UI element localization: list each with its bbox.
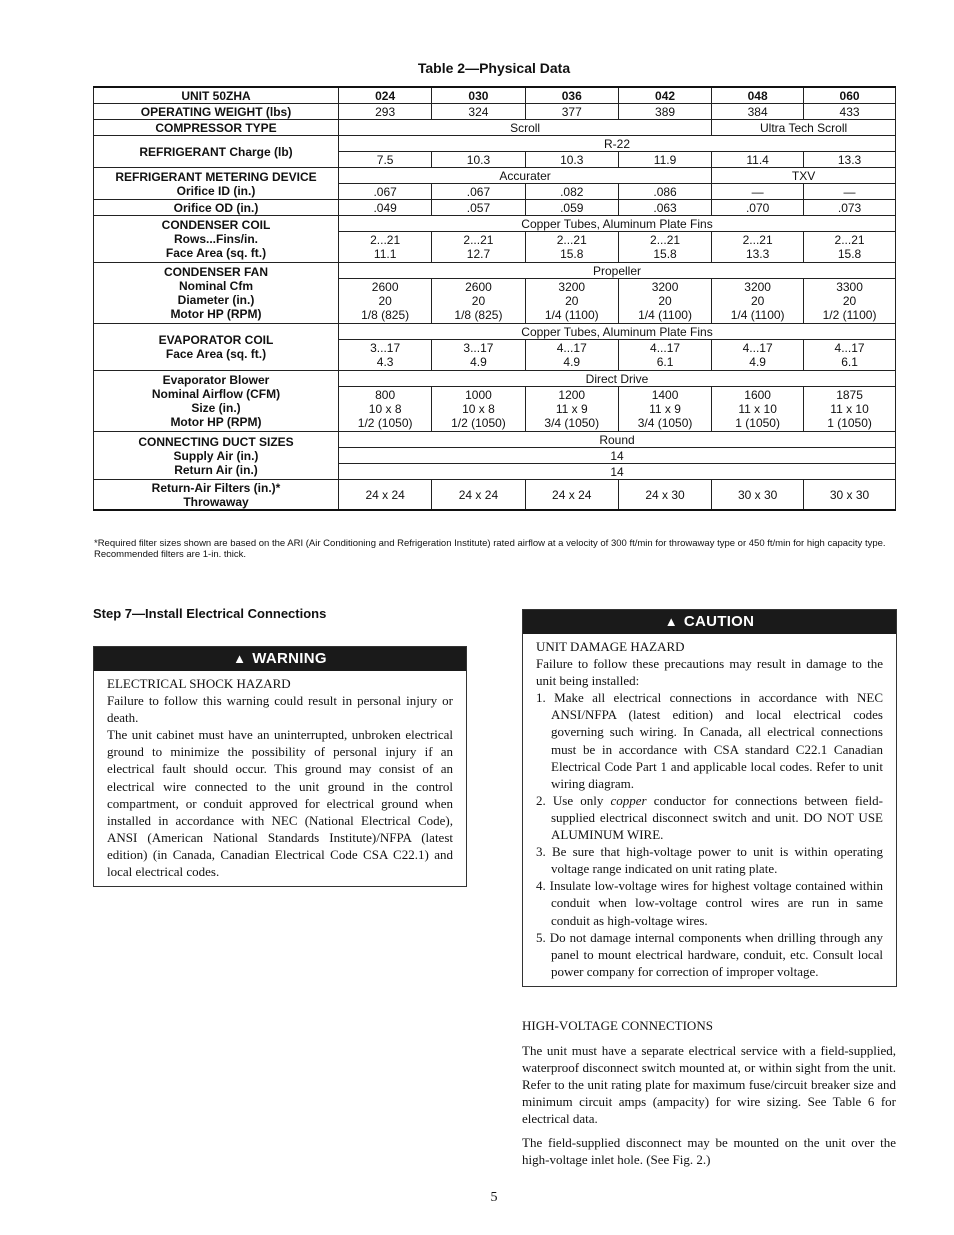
warning-body — [94, 671, 466, 886]
table-cell: 7.5 — [339, 152, 432, 168]
high-voltage-paragraph: The unit must have a separate electrical service with a field-supplied, waterproof disconnect switch mounted at, or within sight from the unit. Refer to the unit rating plate for maximum fuse/circuit breaker size and minimum circuit amps (ampacity) for wire sizing. See Table 6 for electrical data. — [522, 1043, 896, 1127]
step-heading: Step 7—Install Electrical Connections — [93, 606, 327, 621]
table-cell: 10.3 — [432, 152, 525, 168]
table-cell: Direct Drive — [339, 371, 896, 387]
warning-title: WARNING — [252, 650, 327, 667]
table-cell: Scroll — [339, 120, 712, 136]
table-cell: — — [712, 184, 804, 200]
table-cell: 30 x 30 — [804, 480, 896, 511]
table-cell: 14 — [339, 464, 896, 480]
table-row-duct-type — [94, 432, 896, 448]
caution-item: 1. Make all electrical connections in accordance with NEC ANSI/NFPA (latest edition) and local electrical codes governing such wiring. In Canada, all electrical connections must be in accordance with CSA standard C22.1 Canadian Electrical Code Part 1 and applicable local codes. Refer to unit wiring diagram. — [536, 690, 883, 791]
table-cell: 384 — [712, 104, 804, 120]
table-cell: 1400 11 x 9 3/4 (1050) — [618, 387, 711, 432]
table-cell: TXV — [712, 168, 896, 184]
row-label: CONDENSER COIL Rows...Fins/in. Face Area (sq. ft.) — [94, 216, 339, 263]
table-cell: 2...21 13.3 — [712, 232, 804, 263]
caution-item-text: conductor for connections between field-supplied electrical disconnect switch and unit. DO NOT USE ALUMINUM WIRE. — [551, 792, 883, 843]
physical-data-table — [93, 86, 896, 511]
table-cell: .086 — [618, 184, 711, 200]
table-cell: R-22 — [339, 136, 896, 152]
table-footnote: *Required filter sizes shown are based on the ARI (Air Conditioning and Refrigeration Institute) rated airflow at a velocity of 300 ft/min for throwaway type or 450 ft/min for high capacity type. Recommended filters are 1-in. thick. — [94, 538, 886, 560]
table-cell: .067 — [432, 184, 525, 200]
table-cell: 1000 10 x 8 1/2 (1050) — [432, 387, 525, 432]
table-cell: .063 — [618, 200, 711, 216]
table-row-weight — [94, 104, 896, 120]
table-cell: .073 — [804, 200, 896, 216]
table-cell: 11.9 — [618, 152, 711, 168]
table-row-filters — [94, 480, 896, 511]
table-cell: 1600 11 x 10 1 (1050) — [712, 387, 804, 432]
table-cell: 14 — [339, 448, 896, 464]
caution-intro: Failure to follow these precautions may result in damage to the unit being installed: — [536, 656, 883, 689]
table-cell: Copper Tubes, Aluminum Plate Fins — [339, 216, 896, 232]
header-036: 036 — [525, 87, 618, 104]
row-label: REFRIGERANT METERING DEVICE Orifice ID (in.) — [94, 168, 339, 200]
caution-box — [522, 609, 897, 987]
table-cell: Copper Tubes, Aluminum Plate Fins — [339, 324, 896, 340]
table-cell: .082 — [525, 184, 618, 200]
table-cell: 1200 11 x 9 3/4 (1050) — [525, 387, 618, 432]
table-header-row — [94, 87, 896, 104]
table-cell: 3...17 4.9 — [432, 340, 525, 371]
caution-triangle-icon: ▲ — [664, 614, 678, 629]
caution-title: CAUTION — [683, 613, 755, 630]
table-row-condenser-coil-type — [94, 216, 896, 232]
row-label: Evaporator Blower Nominal Airflow (CFM) Size (in.) Motor HP (RPM) — [94, 371, 339, 432]
table-cell: 293 — [339, 104, 432, 120]
table-cell: 4...17 6.1 — [804, 340, 896, 371]
table-cell: .057 — [432, 200, 525, 216]
table-cell: 2...21 15.8 — [525, 232, 618, 263]
caution-item: 3. Be sure that high-voltage power to unit is within operating voltage range indicated on unit rating plate. — [536, 844, 883, 877]
table-row-metering-type — [94, 168, 896, 184]
caution-hazard: UNIT DAMAGE HAZARD — [536, 639, 685, 654]
table-cell: 2600 20 1/8 (825) — [432, 279, 525, 324]
header-042: 042 — [618, 87, 711, 104]
table-cell: 13.3 — [804, 152, 896, 168]
table-cell: 30 x 30 — [712, 480, 804, 511]
high-voltage-paragraph: The field-supplied disconnect may be mounted on the unit over the high-voltage inlet hole. (See Fig. 2.) — [522, 1135, 896, 1168]
header-unit: UNIT 50ZHA — [94, 87, 339, 104]
table-cell: 2...21 15.8 — [618, 232, 711, 263]
row-label: Return-Air Filters (in.)* Throwaway — [94, 480, 339, 511]
table-cell: 11.4 — [712, 152, 804, 168]
table-cell: 2...21 11.1 — [339, 232, 432, 263]
header-024: 024 — [339, 87, 432, 104]
table-row-orifice-od — [94, 200, 896, 216]
caution-header — [523, 610, 896, 634]
table-cell: 3200 20 1/4 (1100) — [525, 279, 618, 324]
table-cell: 3200 20 1/4 (1100) — [618, 279, 711, 324]
caution-item: 4. Insulate low-voltage wires for highest voltage contained within conduit when low-voltage control wires are run in same conduit as high-voltage wires. — [536, 878, 883, 928]
warning-triangle-icon: ▲ — [233, 651, 247, 666]
table-cell: 2600 20 1/8 (825) — [339, 279, 432, 324]
table-cell: 800 10 x 8 1/2 (1050) — [339, 387, 432, 432]
warning-text: The unit cabinet must have an uninterrupted, unbroken electrical ground to minimize the possibility of personal injury if an electrical fault should occur. This ground may consist of an electrical wire connected to the unit ground in the control compartment, or conduit approved for electrical ground when installed in accordance with NEC (National Electrical Code), ANSI (American National Standards Institute)/NFPA (latest edition) (in Canada, Canadian Electrical Code CSA C22.1) and local electrical codes. — [107, 727, 453, 880]
warning-box — [93, 646, 467, 887]
table-cell: 1875 11 x 10 1 (1050) — [804, 387, 896, 432]
table-cell: .059 — [525, 200, 618, 216]
table-row-refrigerant-type — [94, 136, 896, 152]
table-cell: 4...17 4.9 — [712, 340, 804, 371]
table-cell: — — [804, 184, 896, 200]
table-cell: 24 x 24 — [432, 480, 525, 511]
caution-item — [536, 792, 883, 843]
table-cell: Accurater — [339, 168, 712, 184]
caution-list — [536, 689, 883, 980]
table-cell: 4...17 6.1 — [618, 340, 711, 371]
table-cell: .067 — [339, 184, 432, 200]
table-cell: 389 — [618, 104, 711, 120]
caution-item: 5. Do not damage internal components when drilling through any panel to mount electrical hardware, conduit, etc. Consult local power company for correction of improper voltage. — [536, 929, 883, 979]
table-row-condenser-fan-type — [94, 263, 896, 279]
table-row-evaporator-blower-type — [94, 371, 896, 387]
high-voltage-heading: HIGH-VOLTAGE CONNECTIONS — [522, 1018, 713, 1033]
table-cell: 24 x 30 — [618, 480, 711, 511]
row-label: Orifice OD (in.) — [94, 200, 339, 216]
table-row-compressor — [94, 120, 896, 136]
row-label: CONNECTING DUCT SIZES Supply Air (in.) Return Air (in.) — [94, 432, 339, 480]
table-cell: 3300 20 1/2 (1100) — [804, 279, 896, 324]
table-cell: Round — [339, 432, 896, 448]
row-label: CONDENSER FAN Nominal Cfm Diameter (in.) Motor HP (RPM) — [94, 263, 339, 324]
header-030: 030 — [432, 87, 525, 104]
header-048: 048 — [712, 87, 804, 104]
table-cell: .049 — [339, 200, 432, 216]
caution-body — [523, 634, 896, 986]
table-cell: 24 x 24 — [339, 480, 432, 511]
row-label: EVAPORATOR COIL Face Area (sq. ft.) — [94, 324, 339, 371]
table-cell: Propeller — [339, 263, 896, 279]
header-060: 060 — [804, 87, 896, 104]
caution-item-emphasis: copper — [610, 792, 647, 808]
table-cell: 2...21 12.7 — [432, 232, 525, 263]
table-cell: 3...17 4.3 — [339, 340, 432, 371]
table-cell: 10.3 — [525, 152, 618, 168]
table-cell: .070 — [712, 200, 804, 216]
warning-intro: Failure to follow this warning could result in personal injury or death. — [107, 693, 453, 726]
table-cell: Ultra Tech Scroll — [712, 120, 896, 136]
table-row-evaporator-coil-type — [94, 324, 896, 340]
warning-header — [94, 647, 466, 671]
caution-item-text: 2. Use only — [536, 792, 611, 808]
row-label: COMPRESSOR TYPE — [94, 120, 339, 136]
table-cell: 2...21 15.8 — [804, 232, 896, 263]
table-cell: 3200 20 1/4 (1100) — [712, 279, 804, 324]
table-cell: 433 — [804, 104, 896, 120]
table-title: Table 2—Physical Data — [417, 60, 571, 76]
table-cell: 324 — [432, 104, 525, 120]
warning-hazard: ELECTRICAL SHOCK HAZARD — [107, 676, 291, 691]
row-label: OPERATING WEIGHT (lbs) — [94, 104, 339, 120]
table-cell: 4...17 4.9 — [525, 340, 618, 371]
row-label: REFRIGERANT Charge (lb) — [94, 136, 339, 168]
table-cell: 377 — [525, 104, 618, 120]
table-cell: 24 x 24 — [525, 480, 618, 511]
page-number: 5 — [490, 1190, 498, 1205]
